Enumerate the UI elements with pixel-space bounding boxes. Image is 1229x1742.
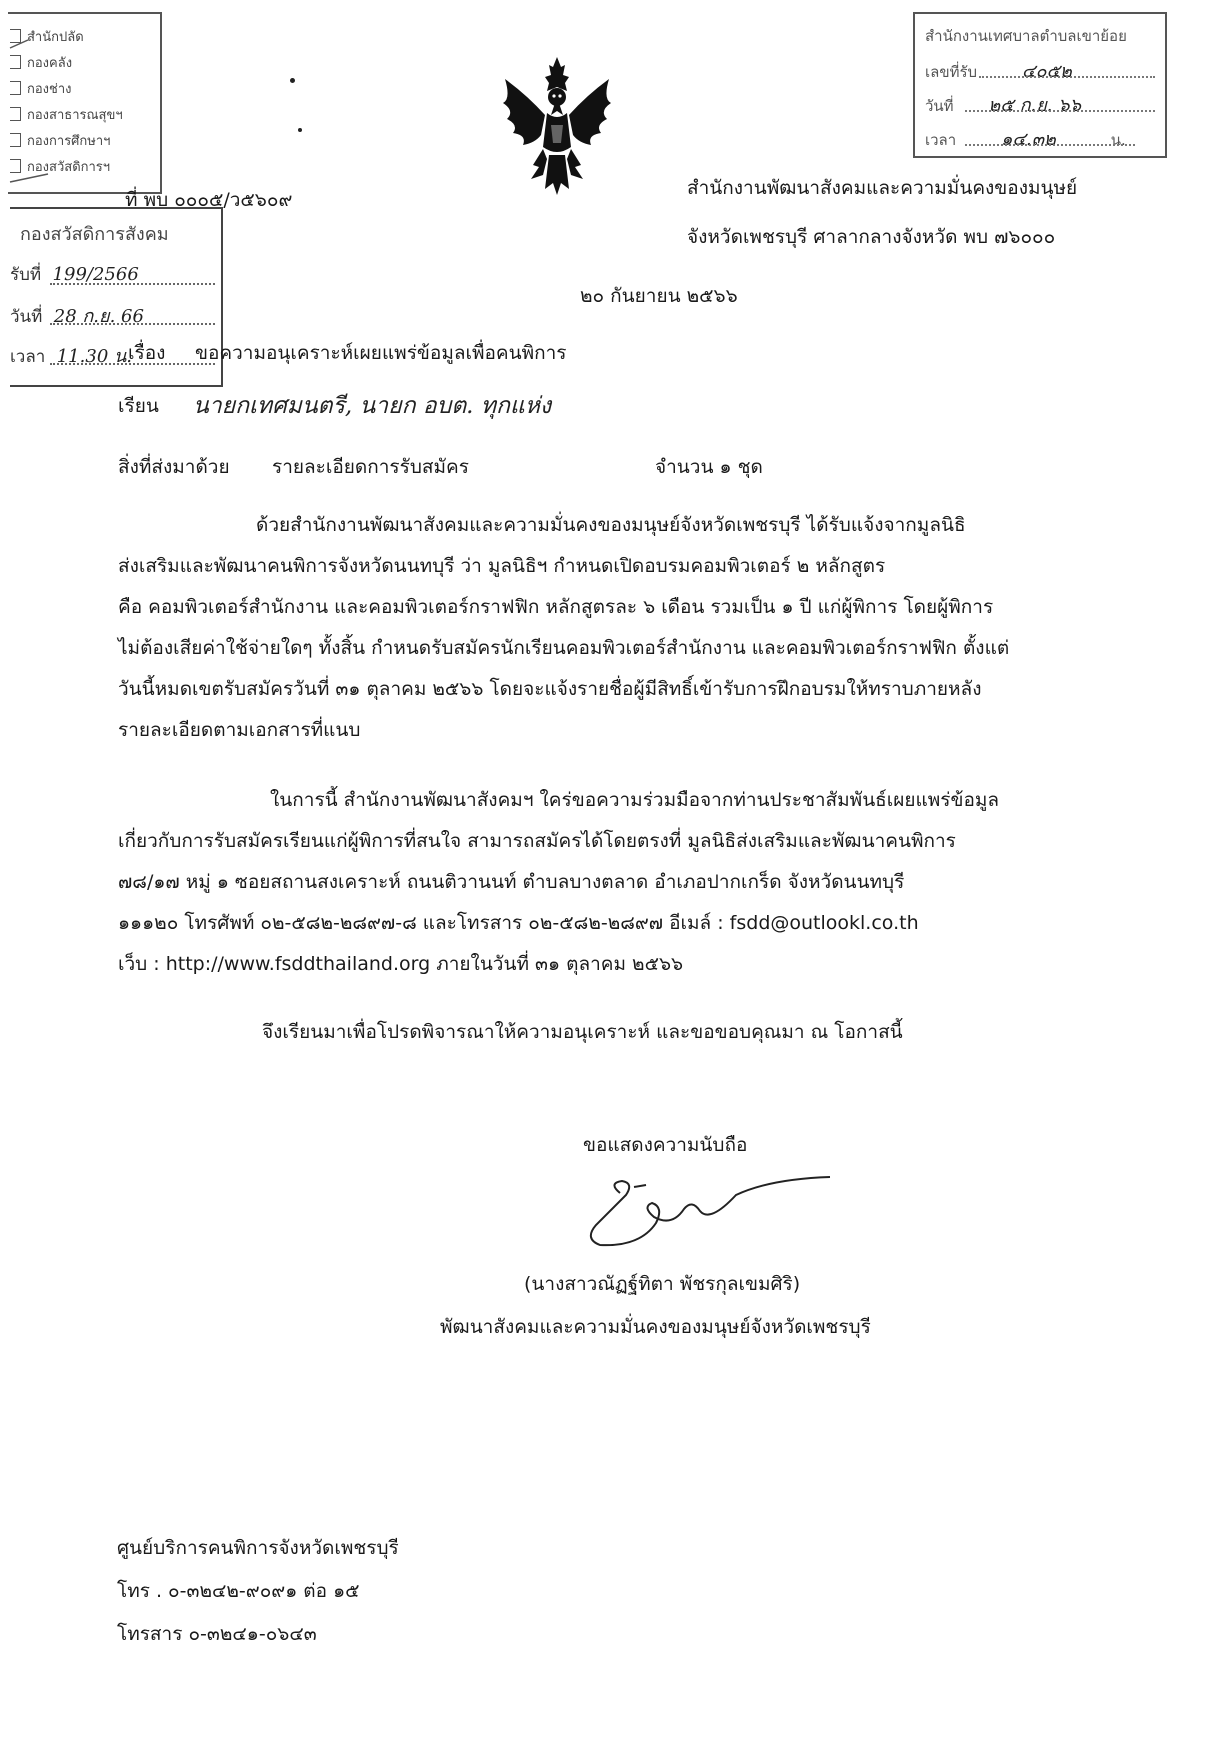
sender-line1: สำนักงานพัฒนาสังคมและความมั่นคงของมนุษย์ (687, 177, 1078, 199)
garuda-emblem-icon (497, 55, 617, 197)
footer-office: ศูนย์บริการคนพิการจังหวัดเพชรบุรี (117, 1537, 399, 1559)
footer-tel: โทร . ๐-๓๒๔๒-๙๐๙๑ ต่อ ๑๕ (117, 1580, 360, 1602)
letter-date: ๒๐ กันยายน ๒๕๖๖ (580, 285, 738, 307)
department-routing-stamp (8, 12, 162, 194)
dept-item: กองการศึกษาฯ (10, 130, 110, 151)
reference-number: ที่ พบ ๐๐๐๕/ว๕๖๐๙ (125, 189, 293, 211)
to-label: เรียน (118, 395, 159, 417)
to-handwritten: นายกเทศมนตรี, นายก อบต. ทุกแห่ง (193, 393, 552, 419)
stamp-date-row: วันที่ ๒๕ ก.ย. ๖๖ (925, 95, 1082, 116)
regards: ขอแสดงความนับถือ (583, 1134, 748, 1156)
body-paragraph-2: ในการนี้ สำนักงานพัฒนาสังคมฯ ใคร่ขอความร่วมมือจากท่านประชาสัมพันธ์เผยแพร่ข้อมูล เกี่ยวกับการรับสมัครเรียนแก่ผู้พิการที่สนใจ สามารถสมัครได้โดยตรงที่ มูลนิธิส่งเสริมและพัฒนาคนพิการ ๗๘/๑๗ หมู่ ๑ ซอยสถานสงเคราะห์ ถนนติวานนท์ ตำบลบางตลาด อำเภอปากเกร็ด จังหวัดนนทบุรี ๑๑๑๒๐ โทรศัพท์ ๐๒-๕๘๒-๒๘๙๗-๘ และโทรสาร ๐๒-๕๘๒-๒๘๙๗ อีเมล์ : fsdd@outlookl.co.th เว็บ : http://www.fsddthailand.org ภายในวันที่ ๓๑ ตุลาคม ๒๕๖๖ (118, 789, 1000, 975)
dept-item: กองสาธารณสุขฯ (10, 104, 123, 125)
signer-name: (นางสาวณัฏฐ์ทิตา พัชรกุลเขมศิริ) (524, 1273, 801, 1295)
municipal-receipt-stamp (913, 12, 1167, 158)
body-paragraph-1: ด้วยสำนักงานพัฒนาสังคมและความมั่นคงของมนุษย์จังหวัดเพชรบุรี ได้รับแจ้งจากมูลนิธิ ส่งเสริมและพัฒนาคนพิการจังหวัดนนทบุรี ว่า มูลนิธิฯ กำหนดเปิดอบรมคอมพิวเตอร์ ๒ หลักสูตร คือ คอมพิวเตอร์สำนักงาน และคอมพิวเตอร์กราฟฟิก หลักสูตรละ ๖ เดือน รวมเป็น ๑ ปี แก่ผู้พิการ โดยผู้พิการ ไม่ต้องเสียค่าใช้จ่ายใดๆ ทั้งสิ้น กำหนดรับสมัครนักเรียนคอมพิวเตอร์สำนักงาน และคอมพิวเตอร์กราฟฟิก ตั้งแต่ วันนี้หมดเขตรับสมัครวันที่ ๓๑ ตุลาคม ๒๕๖๖ โดยจะแจ้งรายชื่อผู้มีสิทธิ์เข้ารับการฝึกอบรมให้ทราบภายหลัง รายละเอียดตามเอกสารที่แนบ (118, 514, 1010, 741)
stamp-title: สำนักงานเทศบาลตำบลเขาย้อย (925, 27, 1127, 45)
stamp-date-row: วันที่ 28 ก.ย. 66 (10, 306, 144, 327)
stamp-receive-row: รับที่ 199/2566 (10, 264, 139, 285)
attach-label: สิ่งที่ส่งมาด้วย (118, 456, 230, 478)
dept-item: กองสวัสดิการฯ (10, 156, 110, 177)
checkmark-icon (8, 14, 160, 192)
sender-line2: จังหวัดเพชรบุรี ศาลากลางจังหวัด พบ ๗๖๐๐๐ (687, 226, 1056, 248)
stamp-time-row: เวลา ๑๔.๓๒ น. (925, 129, 1126, 150)
signer-title: พัฒนาสังคมและความมั่นคงของมนุษย์จังหวัดเพชรบุรี (440, 1316, 871, 1338)
subject-text: ขอความอนุเคราะห์เผยแพร่ข้อมูลเพื่อคนพิการ (195, 342, 567, 364)
dept-item: กองคลัง (10, 52, 72, 73)
stamp-receive-row: เลขที่รับ ๔๐๕๒ (925, 61, 1072, 82)
dept-item: กองช่าง (10, 78, 72, 99)
footer-fax: โทรสาร ๐-๓๒๔๑-๐๖๔๓ (117, 1623, 317, 1645)
attach-quantity: จำนวน ๑ ชุด (655, 456, 763, 478)
closing-sentence: จึงเรียนมาเพื่อโปรดพิจารณาให้ความอนุเคราะห์ และขอขอบคุณมา ณ โอกาสนี้ (262, 1021, 903, 1043)
stamp-time-row: เวลา 11.30 น. (10, 346, 133, 367)
subject-label: เรื่อง (128, 342, 166, 364)
dept-item: สำนักปลัด (10, 26, 84, 47)
signature-image (560, 1165, 845, 1265)
attach-item: รายละเอียดการรับสมัคร (272, 456, 469, 478)
stamp-title: กองสวัสดิการสังคม (20, 224, 169, 245)
welfare-receipt-stamp (10, 207, 223, 387)
